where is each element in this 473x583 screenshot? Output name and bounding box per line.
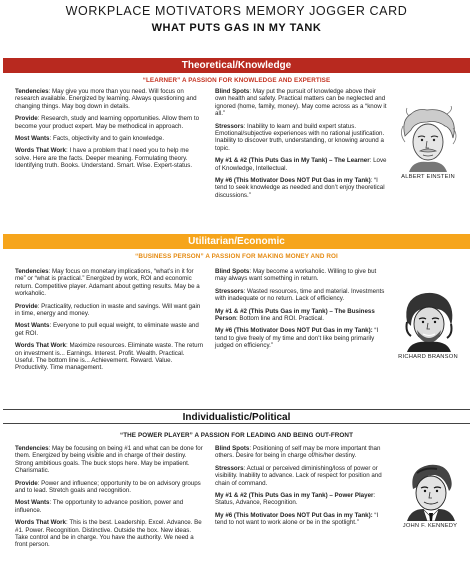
section-band: Utilitarian/Economic (3, 234, 470, 249)
provide-para: Provide: Practicality, reduction in waste and savings. Will want gain in time, energy and money. (15, 302, 201, 318)
most-wants-para: Most Wants: Facts, objectivity and to gain knowledge. (15, 135, 165, 143)
bottom-motivator-para: My #6 (This Motivator Does NOT Put Gas in my Tank): “I tend to seek knowledge as needed and don’t enjoy theoretical discussions.” (215, 177, 385, 199)
right-column (215, 268, 387, 355)
tendencies-para: Tendencies: May give you more than you need. Will focus on research available. Energized by learning. Always questioning and changing things. May bog down in details. (15, 88, 197, 110)
left-column (15, 88, 205, 175)
einstein-portrait (393, 106, 463, 180)
stressors-para: Stressors: Inability to learn and build expert status. Emotional/subjective experiences with no rational justification. Inability to discover truth, understanding, or knowing around a topic. (215, 122, 385, 152)
top-motivator-para: My #1 & #2 (This Puts Gas in My Tank) – The Learner: Love of Knowledge, Intellectual. (215, 157, 387, 172)
section-theoretical (3, 58, 470, 230)
section-tagline: “THE POWER PLAYER” A PASSION FOR LEADING AND BEING OUT-FRONT (119, 432, 354, 439)
person-name: JOHN F. KENNEDY (402, 523, 458, 529)
blind-spots-para: Blind Spots: May become a workaholic. Willing to give but may always want something in return. (215, 268, 377, 283)
left-column (15, 268, 205, 377)
kennedy-portrait (395, 459, 465, 529)
top-motivator-para: My #1 & #2 (This Puts Gas in my Tank) – Power Player: Status, Advance, Recognition. (215, 492, 376, 507)
page-title: WORKPLACE MOTIVATORS MEMORY JOGGER CARD (65, 4, 408, 18)
section-tagline: “BUSINESS PERSON” A PASSION FOR MAKING MONEY AND ROI (135, 253, 338, 260)
provide-para: Provide: Research, study and learning opportunities. Allow them to become your product expert. May be methodical in approach. (15, 115, 200, 130)
most-wants-para: Most Wants: The opportunity to advance position, power and influence. (15, 499, 184, 514)
words-that-work-para: Words That Work: Maximize resources. Eliminate waste. The return on investment is... Earnings. Interest. Profit. Wealth. Practical. Useful. The bottom line is... Achievement. Reward. Value. Productivity. Time management. (15, 342, 204, 372)
blind-spots-para: Blind Spots: May put the pursuit of knowledge above their own health and safety. Practical matters can be neglected and ignored (home, family, money). May come across as a “know it all.” (215, 88, 387, 118)
section-individualistic (3, 409, 470, 583)
left-column (15, 445, 205, 554)
section-tagline: “LEARNER” A PASSION FOR KNOWLEDGE AND EXPERTISE (142, 77, 331, 84)
provide-para: Provide: Power and influence; opportunity to be on advisory groups and to lead. Stretch goals and recognition. (15, 479, 201, 495)
person-name: ALBERT EINSTEIN (401, 174, 455, 180)
section-utilitarian (3, 234, 470, 394)
stressors-para: Stressors: Actual or perceived diminishing/loss of power or visibility. Inability to advance. Lack of respect for position and chain of command. (215, 464, 382, 487)
bottom-motivator-para: My #6 (This Motivator Does NOT Put Gas in my Tank): “I tend to give freely of my time and don’t like being primarily judged on efficiency.” (215, 327, 379, 350)
right-column (215, 88, 387, 204)
section-band: Individualistic/Political (3, 409, 470, 424)
right-column (215, 445, 387, 532)
stressors-para: Stressors: Wasted resources, time and material. Investments with inadequate or no return. Lack of efficiency. (215, 287, 385, 303)
page-subtitle: WHAT PUTS GAS IN MY TANK (151, 22, 322, 34)
words-that-work-para: Words That Work: This is the best. Leadership. Excel. Advance. Be #1. Power. Recognition. Distinctive. Outside the box. New ideas. Take control and be in charge. You have the authority. We need a front person. (15, 519, 202, 549)
bottom-motivator-para: My #6 (This Motivator Does NOT Put Gas in my Tank): “I tend to not want to work alone or be in the spotlight.” (215, 511, 379, 527)
section-band: Theoretical/Knowledge (3, 58, 470, 73)
tendencies-para: Tendencies: May be focusing on being #1 and what can be done for them. Energized by being visible and in charge of their destiny. Strong ambitious goals. The buck stops here. May be impatient. Charismatic. (15, 445, 203, 475)
most-wants-para: Most Wants: Everyone to pull equal weight, to eliminate waste and get ROI. (15, 322, 199, 337)
blind-spots-para: Blind Spots: Positioning of self may be more important than others. Desire for being in charge of/his/her destiny. (215, 445, 381, 460)
portrait-image (397, 288, 459, 352)
portrait-image (397, 106, 459, 172)
top-motivator-para: My #1 & #2 (This Puts Gas in my Tank) – The Business Person: Bottom line and ROI. Practical. (215, 307, 375, 323)
tendencies-para: Tendencies: May focus on monetary implications, “what’s in it for me” or “what is practical.” Energized by work, ROI and economic return. Competitive player. Adamant about getting results. May be a workaholic. (15, 268, 200, 298)
person-name: RICHARD BRANSON (398, 354, 458, 360)
branson-portrait (393, 288, 463, 360)
words-that-work-para: Words That Work: I have a problem that I need you to help me solve. Here are the facts. Deeper meaning. Formulating theory. Identifying truth. Books. Understand. Smart. Wise. Expert-status. (15, 147, 193, 170)
portrait-image (399, 459, 461, 521)
